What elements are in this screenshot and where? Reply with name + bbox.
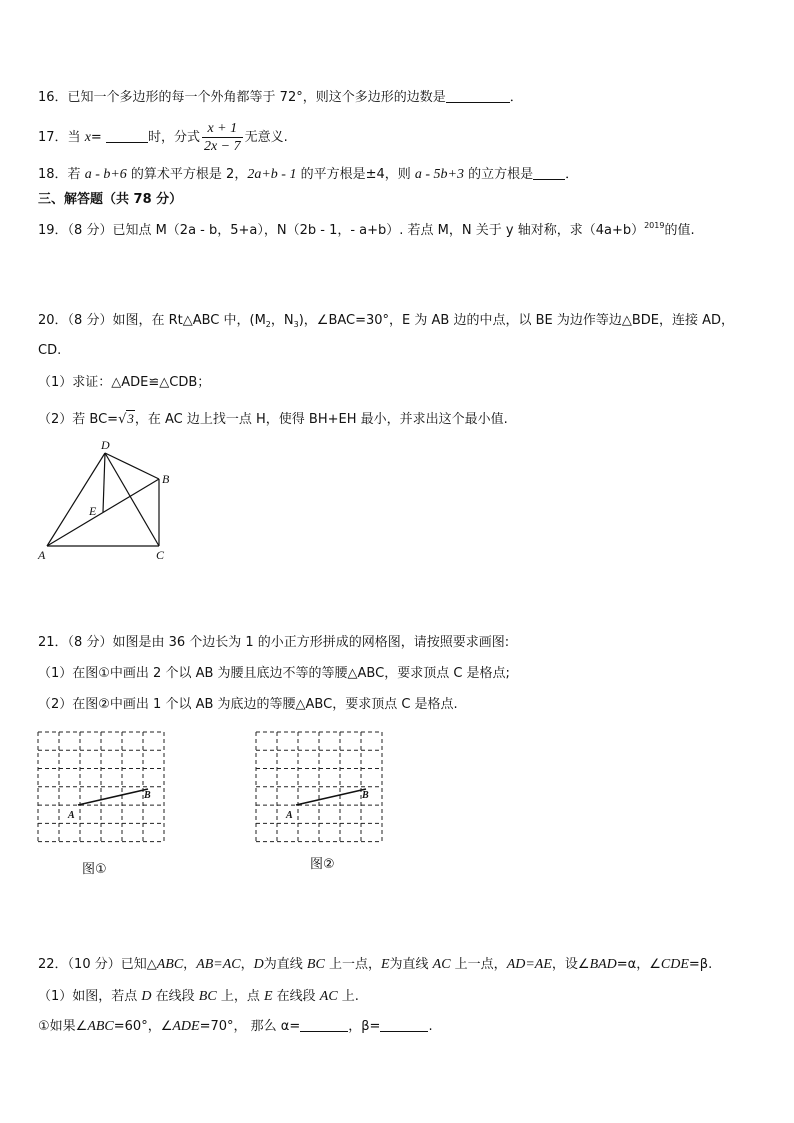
segment-ab (47, 479, 159, 546)
grid2-caption: 图② (310, 857, 335, 872)
question-19: 19．（8 分）已知点 M（2a - b，5+a），N（2b - 1，- a+b）. 若点 M，N 关于 y 轴对称，求$(4a+b)^{2019}$的值. (38, 221, 695, 238)
beta-blank[interactable] (380, 1017, 428, 1032)
question-20-line1: 20．（8 分）如图，在 Rt△ABC 中，($M_2$，$N_3$)，∠BAC=30°，E 为 AB 边的中点，以 BE 为边作等边△BDE，连接 AD， (38, 313, 735, 329)
label-d: D (101, 438, 110, 452)
grid2-label-a: A (286, 810, 293, 821)
label-c: C (156, 548, 165, 562)
q17-blank[interactable] (106, 128, 148, 143)
question-18: 18．若 a - b+6 的算术平方根是 2，2a+b - 1 的平方根是±4，则 a - 5b+3 的立方根是 ． (38, 167, 579, 182)
grid1-caption: 图① (82, 862, 107, 877)
grid-figure-2[interactable] (254, 730, 386, 848)
section-heading: 三、解答题（共 78 分） (38, 192, 183, 207)
question-20-part2: （2）若 BC=√3，在 AC 边上找一点 H，使得 BH+EH 最小，并求出这个最小值. (38, 409, 508, 430)
segment-dc (105, 453, 159, 546)
alpha-blank[interactable] (300, 1017, 348, 1032)
grid-figure-1[interactable] (36, 730, 168, 848)
question-20-line2: CD. (38, 343, 62, 358)
question-21: 21．（8 分）如图是由 36 个边长为 1 的小正方形拼成的网格图，请按照要求画图: (38, 635, 510, 650)
segment-ab-grid1 (78, 789, 148, 805)
segment-ad (47, 453, 105, 546)
question-20-part1: （1）求证：△ADE≌△CDB； (38, 375, 211, 390)
grid1-label-b: B (144, 790, 151, 801)
question-22: 22．（10 分）已知△ABC，AB=AC，D为直线 BC 上一点，E为直线 AC 上一点，AD=AE，设∠BAD=α，∠CDE=β. (38, 957, 713, 972)
label-a: A (38, 548, 46, 562)
question-22-sub1: ①如果∠ABC=60°，∠ADE=70°， 那么 α= ，β= . (38, 1019, 433, 1034)
question-17: 17．当 x= 时，分式 $\frac{x + 1}{2x - 7}$ 无意义. (38, 121, 288, 154)
grid1-label-a: A (68, 810, 75, 821)
label-b: B (162, 472, 170, 486)
q17-fraction: $\frac{x + 1}{2x - 7}$ (203, 121, 241, 154)
grid2-label-b: B (362, 790, 369, 801)
question-22-part1: （1）如图，若点 D 在线段 BC 上，点 E 在线段 AC 上. (38, 989, 359, 1004)
sqrt-symbol: √3 (118, 411, 134, 427)
label-e: E (89, 504, 97, 518)
q16-text: 16．已知一个多边形的每一个外角都等于 72°，则这个多边形的边数是 (38, 90, 446, 105)
q16-blank[interactable] (446, 88, 510, 103)
segment-de (103, 453, 105, 512)
question-16: 16．已知一个多边形的每一个外角都等于 72°，则这个多边形的边数是 ． (38, 90, 523, 105)
segment-ab-grid2 (296, 789, 366, 805)
question-21-part2: （2）在图②中画出 1 个以 AB 为底边的等腰△ABC，要求顶点 C 是格点. (38, 697, 458, 712)
question-21-part1: （1）在图①中画出 2 个以 AB 为腰且底边不等的等腰△ABC，要求顶点 C 是格点; (38, 666, 510, 681)
triangle-figure (34, 436, 184, 566)
q18-blank[interactable] (533, 165, 565, 180)
